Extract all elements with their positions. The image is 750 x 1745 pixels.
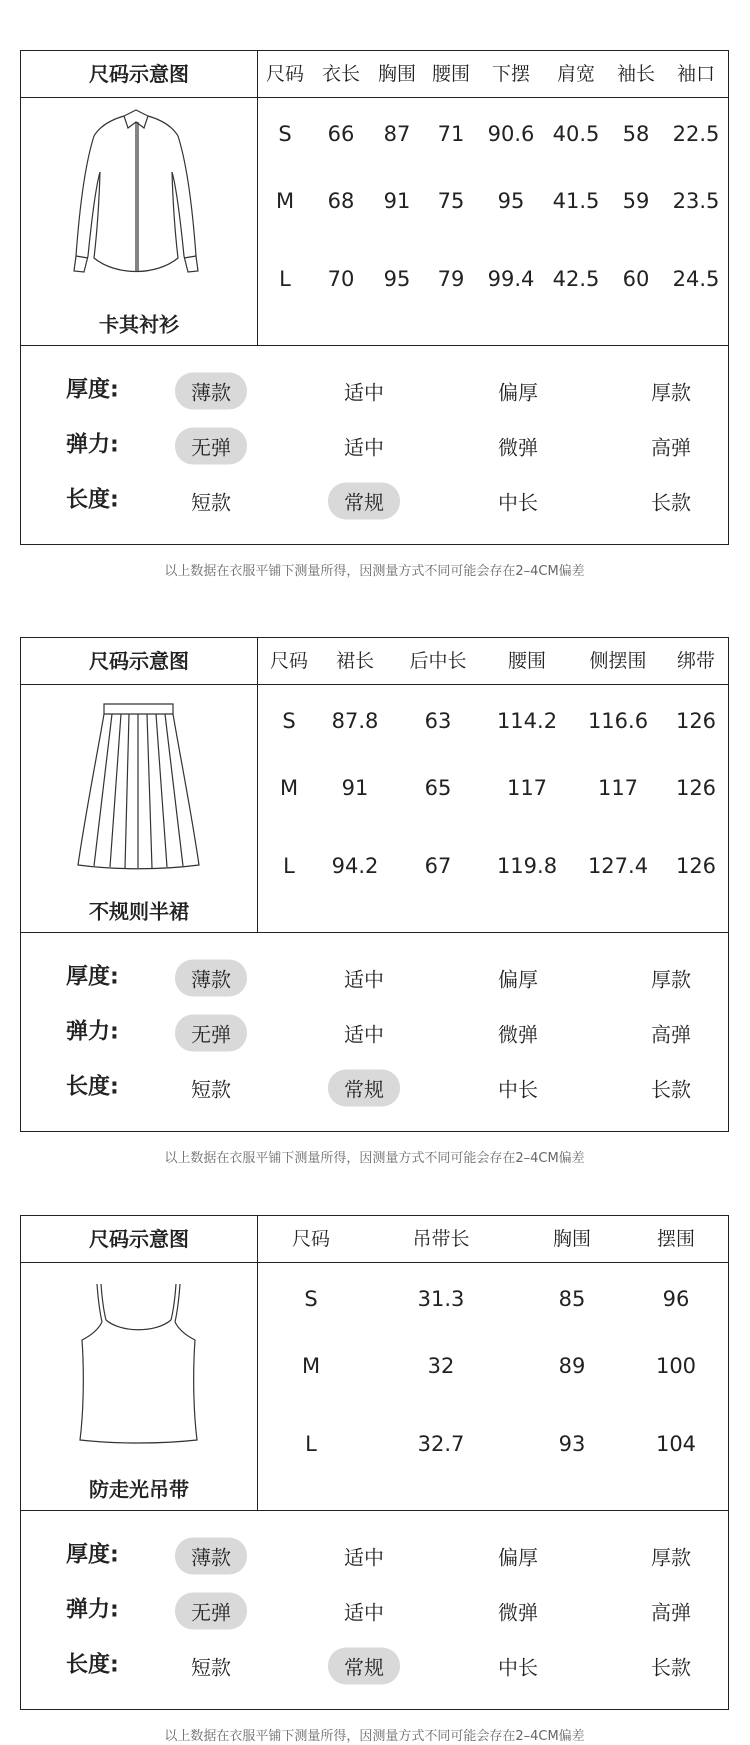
table-cell: 117 — [506, 776, 548, 800]
skirt-illustration — [76, 700, 201, 870]
attr-option: 短款 — [191, 1655, 231, 1680]
table-cell: 116.6 — [587, 709, 649, 733]
table-cell: 89 — [558, 1354, 586, 1378]
attr-label-thickness: 厚度: — [66, 377, 119, 403]
col-header: 尺码 — [269, 650, 309, 672]
table-cell: 90.6 — [487, 122, 535, 146]
col-header: 尺码 — [291, 1228, 331, 1250]
table-cell: 63 — [424, 709, 452, 733]
table-cell: 40.5 — [552, 122, 600, 146]
table-cell: 104 — [655, 1432, 697, 1456]
table-cell: S — [278, 122, 292, 146]
attr-option: 中长 — [498, 490, 538, 515]
attr-option: 适中 — [344, 967, 384, 992]
table-cell: 23.5 — [672, 189, 720, 213]
table-cell: 59 — [622, 189, 650, 213]
table-cell: M — [279, 776, 299, 800]
attr-option: 短款 — [191, 1077, 231, 1102]
size-table — [20, 1215, 729, 1511]
attr-option-selected: 无弹 — [175, 1015, 247, 1052]
attr-option: 适中 — [344, 1600, 384, 1625]
col-header: 绑带 — [676, 650, 716, 672]
attr-option: 偏厚 — [498, 967, 538, 992]
attr-option-selected: 常规 — [328, 1070, 400, 1107]
fabric-attributes — [20, 933, 729, 1132]
attr-option: 适中 — [344, 1022, 384, 1047]
attr-option-selected: 薄款 — [175, 373, 247, 410]
table-cell: 41.5 — [552, 189, 600, 213]
shirt-illustration — [66, 106, 206, 281]
attr-option-selected: 无弹 — [175, 428, 247, 465]
table-cell: L — [283, 854, 295, 878]
header-row — [21, 638, 728, 685]
attr-option: 高弹 — [651, 435, 691, 460]
attr-option: 高弹 — [651, 1600, 691, 1625]
header-row — [21, 1216, 728, 1263]
table-cell: M — [301, 1354, 321, 1378]
attr-option: 偏厚 — [498, 1545, 538, 1570]
garment-name: 防走光吊带 — [89, 1477, 189, 1502]
attr-label-elasticity: 弹力: — [66, 1019, 119, 1045]
table-cell: 85 — [558, 1287, 586, 1311]
attr-option: 适中 — [344, 380, 384, 405]
attr-option: 适中 — [344, 435, 384, 460]
col-header: 侧摆围 — [589, 650, 647, 672]
camisole-illustration — [76, 1278, 201, 1448]
table-cell: 117 — [597, 776, 639, 800]
attr-option: 短款 — [191, 490, 231, 515]
table-cell: 91 — [383, 189, 411, 213]
col-header: 胸围 — [377, 63, 417, 85]
table-cell: S — [282, 709, 296, 733]
table-cell: 68 — [327, 189, 355, 213]
attr-option-selected: 薄款 — [175, 1538, 247, 1575]
col-header: 肩宽 — [556, 63, 596, 85]
attr-label-length: 长度: — [66, 1074, 119, 1100]
diagram-title: 尺码示意图 — [89, 1227, 189, 1251]
attr-option: 长款 — [651, 1655, 691, 1680]
table-cell: 65 — [424, 776, 452, 800]
table-cell: 87 — [383, 122, 411, 146]
table-cell: 60 — [622, 267, 650, 291]
attr-option-selected: 无弹 — [175, 1593, 247, 1630]
attr-option: 微弹 — [498, 435, 538, 460]
col-header: 袖口 — [676, 63, 716, 85]
table-cell: 71 — [437, 122, 465, 146]
col-header: 袖长 — [616, 63, 656, 85]
size-table — [20, 50, 729, 346]
col-header: 裙长 — [335, 650, 375, 672]
table-cell: 31.3 — [417, 1287, 465, 1311]
garment-name: 不规则半裙 — [89, 899, 189, 924]
attr-option: 微弹 — [498, 1022, 538, 1047]
table-cell: 126 — [675, 854, 717, 878]
col-header: 后中长 — [409, 650, 467, 672]
table-cell: L — [305, 1432, 317, 1456]
table-cell: 126 — [675, 776, 717, 800]
col-header: 腰围 — [507, 650, 547, 672]
table-cell: 79 — [437, 267, 465, 291]
table-cell: 75 — [437, 189, 465, 213]
col-header: 下摆 — [491, 63, 531, 85]
attr-option: 长款 — [651, 490, 691, 515]
table-cell: 100 — [655, 1354, 697, 1378]
attr-option: 高弹 — [651, 1022, 691, 1047]
attr-option: 中长 — [498, 1655, 538, 1680]
attr-option: 厚款 — [651, 380, 691, 405]
col-header: 尺码 — [265, 63, 305, 85]
table-cell: 95 — [383, 267, 411, 291]
table-cell: 70 — [327, 267, 355, 291]
table-cell: 127.4 — [587, 854, 649, 878]
header-row — [21, 51, 728, 98]
measurement-note: 以上数据在衣服平铺下测量所得，因测量方式不同可能会存在2–4CM偏差 — [164, 1151, 585, 1166]
attr-option-selected: 薄款 — [175, 960, 247, 997]
attr-option: 厚款 — [651, 967, 691, 992]
table-cell: 91 — [341, 776, 369, 800]
table-cell: S — [304, 1287, 318, 1311]
attr-option: 长款 — [651, 1077, 691, 1102]
fabric-attributes — [20, 1511, 729, 1710]
fabric-attributes — [20, 346, 729, 545]
table-cell: 126 — [675, 709, 717, 733]
col-header: 摆围 — [656, 1228, 696, 1250]
diagram-title: 尺码示意图 — [89, 649, 189, 673]
attr-option: 中长 — [498, 1077, 538, 1102]
measurement-note: 以上数据在衣服平铺下测量所得，因测量方式不同可能会存在2–4CM偏差 — [164, 564, 585, 579]
diagram-title: 尺码示意图 — [89, 62, 189, 86]
attr-label-thickness: 厚度: — [66, 1542, 119, 1568]
attr-label-length: 长度: — [66, 1652, 119, 1678]
table-cell: 94.2 — [331, 854, 379, 878]
attr-label-length: 长度: — [66, 487, 119, 513]
table-cell: 87.8 — [331, 709, 379, 733]
attr-label-thickness: 厚度: — [66, 964, 119, 990]
garment-name: 卡其衬衫 — [99, 312, 179, 337]
attr-label-elasticity: 弹力: — [66, 432, 119, 458]
attr-option: 偏厚 — [498, 380, 538, 405]
attr-option: 微弹 — [498, 1600, 538, 1625]
col-header: 胸围 — [552, 1228, 592, 1250]
table-cell: 67 — [424, 854, 452, 878]
table-cell: 58 — [622, 122, 650, 146]
attr-label-elasticity: 弹力: — [66, 1597, 119, 1623]
table-cell: 119.8 — [496, 854, 558, 878]
attr-option: 厚款 — [651, 1545, 691, 1570]
table-cell: 32.7 — [417, 1432, 465, 1456]
table-cell: L — [279, 267, 291, 291]
size-table — [20, 637, 729, 933]
table-cell: 114.2 — [496, 709, 558, 733]
table-cell: 93 — [558, 1432, 586, 1456]
table-cell: M — [275, 189, 295, 213]
measurement-note: 以上数据在衣服平铺下测量所得，因测量方式不同可能会存在2–4CM偏差 — [164, 1729, 585, 1744]
table-cell: 24.5 — [672, 267, 720, 291]
table-cell: 99.4 — [487, 267, 535, 291]
col-header: 吊带长 — [412, 1228, 470, 1250]
table-cell: 42.5 — [552, 267, 600, 291]
attr-option-selected: 常规 — [328, 1648, 400, 1685]
attr-option: 适中 — [344, 1545, 384, 1570]
table-cell: 22.5 — [672, 122, 720, 146]
col-header: 腰围 — [431, 63, 471, 85]
table-cell: 96 — [662, 1287, 690, 1311]
col-header: 衣长 — [321, 63, 361, 85]
table-cell: 95 — [497, 189, 525, 213]
attr-option-selected: 常规 — [328, 483, 400, 520]
table-cell: 32 — [427, 1354, 455, 1378]
table-cell: 66 — [327, 122, 355, 146]
